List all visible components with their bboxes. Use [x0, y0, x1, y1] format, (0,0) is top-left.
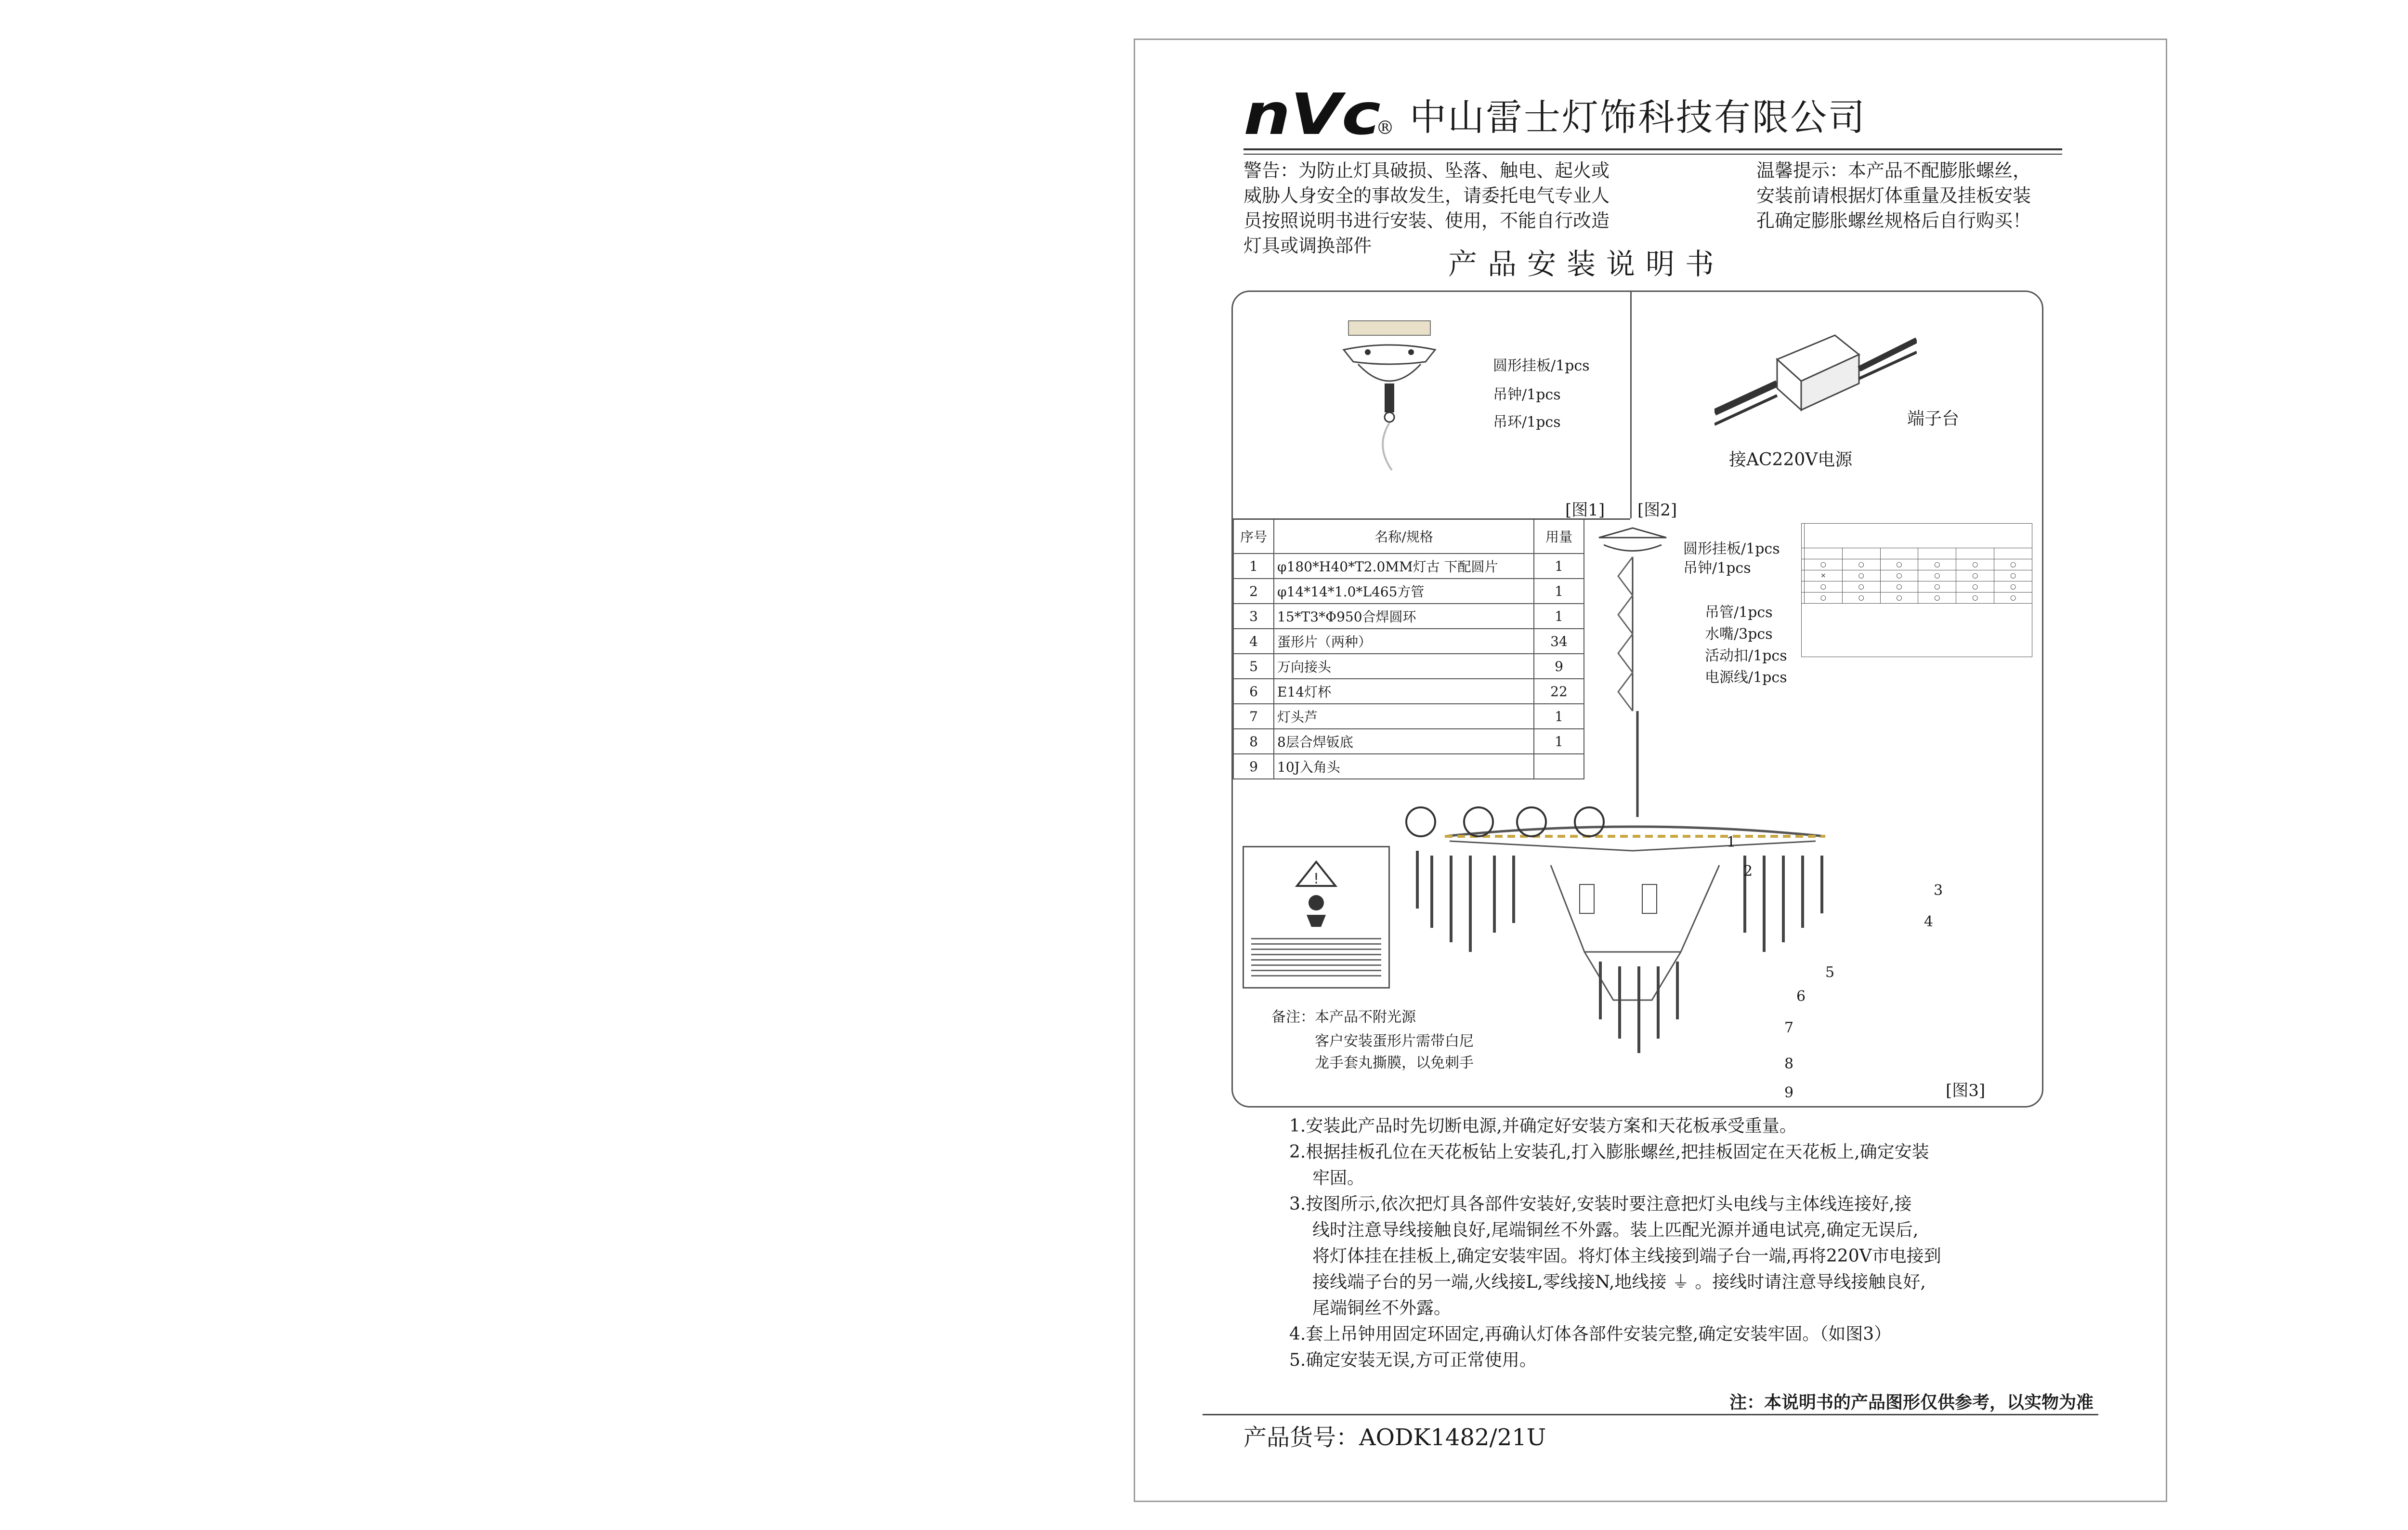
remark-line-1: 备注：本产品不附光源 — [1271, 1009, 1416, 1026]
diagram-panel — [1231, 290, 2043, 1108]
footer-rule — [1203, 1414, 2098, 1415]
table-row: 2 φ14*14*1.0*L465方管 1 — [1233, 579, 1584, 604]
column-header: 序号 — [1233, 519, 1274, 554]
substance-table: ○ ○ ○ ○ ○ ○ × ○ ○ ○ ○ ○ ○ ○ ○ ○ ○ ○ ○ ○ ○ ○ ○ ○ — [1801, 523, 2032, 682]
instruction-sheet — [1134, 39, 2167, 1502]
table-row: 8 8层合焊钣底 1 — [1233, 729, 1584, 754]
fig2-terminal-drawing — [1714, 311, 1917, 446]
fig1-drawing — [1329, 311, 1450, 480]
nvc-logo — [1243, 88, 1383, 141]
fig1-caption: [图1] — [1565, 501, 1605, 520]
step-3-cont: 线时注意导线接触良好,尾端铜丝不外露。装上匹配光源并通电试亮,确定无误后, — [1312, 1220, 1919, 1240]
table-row: 3 15*T3*Φ950合焊圆环 1 — [1233, 604, 1584, 629]
fig3-label-cord: 电源线/1pcs — [1705, 669, 1787, 686]
callout-4: 4 — [1924, 913, 1934, 930]
callout-5: 5 — [1825, 964, 1835, 981]
fig1-label-ring: 吊环/1pcs — [1493, 414, 1561, 431]
table-row: 9 10J入角头 — [1233, 754, 1584, 779]
callout-3: 3 — [1934, 882, 1943, 899]
callout-9: 9 — [1784, 1084, 1794, 1101]
step-3-cont: 尾端铜丝不外露。 — [1312, 1298, 1452, 1318]
callout-7: 7 — [1784, 1019, 1794, 1036]
table-row: 6 E14灯杯 22 — [1233, 679, 1584, 704]
install-steps — [1289, 1113, 2069, 1373]
fig3-label-buckle: 活动扣/1pcs — [1705, 647, 1787, 664]
fig3-label-tube: 吊管/1pcs — [1705, 604, 1773, 621]
document-title: 产品安装说明书 — [1448, 248, 1725, 281]
step-2-cont: 牢固。 — [1312, 1168, 1365, 1188]
fig3-caption: [图3] — [1946, 1081, 1986, 1100]
step-3-cont: 接线端子台的另一端,火线接L,零线接N,地线接 ⏚ 。接线时请注意导线接触良好, — [1312, 1272, 1926, 1292]
tip-text: 温馨提示：本产品不配膨胀螺丝， 安装前请根据灯体重量及挂板安装 孔确定膨胀螺丝规格后自行购买！ — [1756, 160, 2031, 231]
header-rule-thin — [1243, 154, 2062, 155]
table-row: 1 φ180*H40*T2.0MM灯古 下配圆片 1 — [1233, 554, 1584, 579]
fig2-power-label: 接AC220V电源 — [1729, 450, 1853, 470]
column-header: 用量 — [1534, 519, 1584, 554]
step-3-cont: 将灯体挂在挂板上,确定安装牢固。将灯体主线接到端子台一端,再将220V市电接到 — [1312, 1246, 1941, 1266]
fig1-label-plate: 圆形挂板/1pcs — [1493, 357, 1590, 374]
step-1: 1.安装此产品时先切断电源,并确定好安装方案和天花板承受重量。 — [1289, 1116, 1797, 1136]
fig3-label-canopy: 吊钟/1pcs — [1683, 560, 1751, 577]
product-code: 产品货号：AODK1482/21U — [1243, 1424, 1546, 1451]
step-4: 4.套上吊钟用固定环固定,再确认灯体各部件安装完整,确定安装牢固。（如图3） — [1289, 1324, 1892, 1344]
safety-warning-box — [1243, 846, 1390, 989]
svg-text:!: ! — [1313, 871, 1320, 887]
header-rule — [1243, 148, 2062, 150]
table-row: 5 万向接头 9 — [1233, 654, 1584, 679]
svg-text:nVc: nVc — [1243, 88, 1381, 141]
panel-divider — [1630, 292, 1632, 518]
callout-8: 8 — [1784, 1055, 1794, 1072]
fig3-label-plate: 圆形挂板/1pcs — [1683, 541, 1780, 557]
remark-line-2: 客户安装蛋形片需带白尼 — [1315, 1033, 1474, 1050]
table-row: 4 蛋形片（两种） 34 — [1233, 629, 1584, 654]
registered-mark: ® — [1376, 117, 1394, 138]
remark-line-3: 龙手套丸撕膜，以免刺手 — [1315, 1055, 1474, 1071]
step-3: 3.按图所示,依次把灯具各部件安装好,安装时要注意把灯头电线与主体线连接好,接 — [1289, 1194, 1912, 1214]
fig2-terminal-label: 端子台 — [1907, 409, 1960, 429]
callout-1: 1 — [1727, 834, 1736, 851]
fig3-label-nozzle: 水嘴/3pcs — [1705, 626, 1773, 643]
table-row: 7 灯头芦 1 — [1233, 704, 1584, 729]
caution-icon — [1273, 857, 1360, 929]
company-name: 中山雷士灯饰科技有限公司 — [1410, 96, 1866, 139]
fig2-caption: [图2] — [1637, 501, 1677, 520]
warning-fine-print — [1251, 934, 1381, 977]
disclaimer-note: 注：本说明书的产品图形仅供参考，以实物为准 — [1729, 1393, 2094, 1412]
callout-6: 6 — [1796, 988, 1806, 1005]
fig1-label-canopy: 吊钟/1pcs — [1493, 386, 1561, 403]
step-5: 5.确定安装无误,方可正常使用。 — [1289, 1350, 1537, 1370]
warning-text: 警告：为防止灯具破损、坠落、触电、起火或 威胁人身安全的事故发生，请委托电气专业人 员按照说明书进行安装、使用，不能自行改造 灯具或调换部件 — [1243, 160, 1610, 256]
callout-2: 2 — [1743, 863, 1753, 880]
step-2: 2.根据挂板孔位在天花板钻上安装孔,打入膨胀螺丝,把挂板固定在天花板上,确定安装 — [1289, 1142, 1929, 1162]
column-header: 名称/规格 — [1274, 519, 1534, 554]
